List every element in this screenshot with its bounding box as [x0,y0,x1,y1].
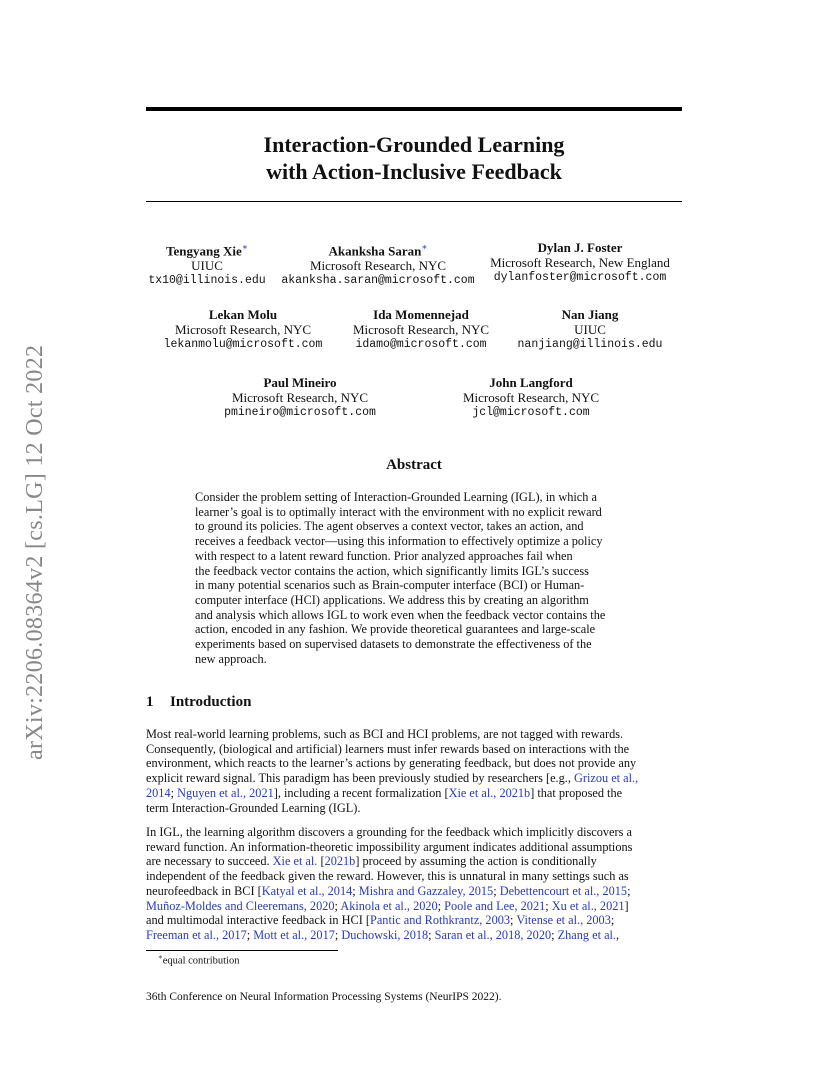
author-block [340,307,502,352]
text-span: ] that proposed the [530,785,623,800]
text-span: and multimodal interactive feedback in HCI [ [146,913,370,928]
equal-contribution-mark[interactable]: ∗ [421,242,428,252]
citation-link[interactable]: Saran et al., 2018, 2020 [434,927,552,942]
author-name: John Langford [489,375,573,390]
citation-link[interactable]: Grizou et al., [573,771,639,786]
footnote-mark: ∗ [158,953,163,961]
citation-link[interactable]: Zhang et al. [557,927,617,942]
text-span: ; [545,898,552,913]
author-email: nanjiang@illinois.edu [517,338,663,351]
text-span: ; [510,913,517,928]
abstract-line: computer interface (HCI) applications. We address this by creating an algorithm [195,592,589,607]
author-name: Paul Mineiro [263,375,337,390]
text-span: ; [428,927,435,942]
author-block [482,240,678,285]
text-line [146,854,682,869]
citation-link[interactable]: 2021b [324,854,356,869]
citation-link[interactable]: Debettencourt et al., 2015 [499,883,628,898]
conference-note: 36th Conference on Neural Information Processing Systems (NeurIPS 2022). [146,991,502,1003]
intro-paragraph-1 [146,727,682,815]
text-line: independent of the feedback given the reward. However, this is unnatural in many settings such as [146,869,629,884]
citation-link[interactable]: Duchowski, 2018 [341,927,429,942]
text-span: ; [493,883,500,898]
text-span: ; [437,898,445,913]
text-line: term Interaction-Grounded Learning (IGL). [146,800,361,815]
author-name: Lekan Molu [208,307,278,322]
section-number: 1 [146,694,154,710]
text-line [146,913,682,928]
citation-link[interactable]: Vitense et al., 2003 [516,913,611,928]
author-name: Akanksha Saran [328,243,422,259]
author-email: idamo@microsoft.com [355,338,487,351]
text-span: ; [170,785,178,800]
abstract-heading: Abstract [386,457,442,473]
abstract-line: learner’s goal is to optimally interact with the environment with no explicit reward [195,504,602,519]
footnote-text: equal contribution [162,955,240,967]
footnote [158,953,239,967]
text-span: ] [624,898,629,913]
section-title: Introduction [170,694,252,710]
citation-link[interactable]: Nguyen et al., 2021 [177,785,274,800]
text-span: ], including a recent formalization [ [273,785,449,800]
author-affiliation: Microsoft Research, NYC [309,258,447,274]
author-affiliation: Microsoft Research, NYC [231,390,369,405]
text-span: , [616,927,620,942]
author-name: Nan Jiang [561,307,619,322]
author-affiliation: Microsoft Research, NYC [462,390,600,405]
author-affiliation: Microsoft Research, NYC [174,322,312,337]
citation-link[interactable]: Pantic and Rothkrantz, 2003 [370,913,511,928]
author-block [160,307,326,352]
text-span: are necessary to succeed. [146,854,273,869]
title-line: with Action-Inclusive Feedback [266,159,562,184]
author-name: Dylan J. Foster [537,240,623,255]
footnote-rule [146,950,338,951]
arxiv-id: arXiv:2206.08364v2 [cs.LG] 12 Oct 2022 [22,344,48,760]
abstract-line: Consider the problem setting of Interaction-Grounded Learning (IGL), in which a [195,490,597,504]
text-line: environment, which reacts to the learner’s actions by generating feedback, but does not provide any [146,756,637,771]
abstract-line: experiments based on supervised datasets to demonstrate the effectiveness of the [195,637,592,652]
author-email: jcl@microsoft.com [472,406,590,419]
citation-link[interactable]: Muñoz-Moldes and Cleeremans, 2020 [146,898,335,913]
text-span: ; [246,927,254,942]
author-block [446,375,616,420]
author-name: Ida Momennejad [373,307,469,322]
citation-link[interactable]: 2014 [146,785,171,800]
author-email: akanksha.saran@microsoft.com [281,274,475,288]
text-line: Most real-world learning problems, such as BCI and HCI problems, are not tagged with rewards. [146,727,624,741]
author-affiliation: UIUC [574,322,606,337]
text-span: ; [334,927,342,942]
abstract-line: new approach. [195,651,267,666]
author-affiliation: Microsoft Research, NYC [352,322,490,337]
author-block [140,240,274,288]
author-block [280,240,476,288]
author-affiliation: Microsoft Research, New England [490,255,670,270]
text-line [146,884,682,899]
text-span: ; [334,898,341,913]
citation-link[interactable]: Xie et al., 2021b [448,785,531,800]
text-span: explicit reward signal. This paradigm has been previously studied by researchers [e.g., [146,771,574,786]
abstract-line: with respect to a latent reward function. Prior analyzed approaches fail when [195,548,573,563]
abstract-line: to ground its policies. The agent observes a context vector, takes an action, and [195,519,584,534]
text-span: neurofeedback in BCI [ [146,883,262,898]
citation-link[interactable]: Freeman et al., 2017 [146,927,247,942]
text-line: Consequently, (biological and artificial) learners must infer rewards based on interactions with the [146,741,630,756]
author-email: tx10@illinois.edu [148,274,266,288]
author-email: dylanfoster@microsoft.com [493,271,667,284]
text-span: ; [352,883,359,898]
text-line [146,771,682,786]
citation-link[interactable]: Poole and Lee, 2021 [444,898,546,913]
author-block [214,375,386,420]
text-line [146,786,682,801]
author-affiliation: UIUC [191,258,223,274]
paper-title [146,131,682,185]
abstract-line: in many potential scenarios such as Brain-computer interface (BCI) or Human- [195,578,585,593]
text-span: ; [627,883,631,898]
text-span: ; [551,927,558,942]
abstract-body [195,490,633,666]
text-line: reward function. An information-theoretic impossibility argument indicates additional assumptions [146,839,633,854]
abstract-line: and analysis which allows IGL to work even when the feedback vector contains the [195,607,606,622]
text-span: [ [317,854,325,869]
citation-link[interactable]: Xu et al., 2021 [551,898,625,913]
citation-link[interactable]: Mishra and Gazzaley, 2015 [358,883,494,898]
author-email: lekanmolu@microsoft.com [163,338,323,351]
text-line [146,928,682,943]
author-block [512,307,668,352]
equal-contribution-mark[interactable]: ∗ [241,242,248,252]
text-line: In IGL, the learning algorithm discovers a grounding for the feedback which implicitly discovers a [146,825,632,839]
title-line: Interaction-Grounded Learning [263,132,565,157]
title-bottom-rule [146,201,682,202]
author-name: Tengyang Xie [166,243,242,259]
intro-paragraph-2 [146,825,682,943]
abstract-line: the feedback vector contains the action, which significantly limits IGL’s success [195,563,589,578]
title-top-rule [146,107,682,111]
citation-link[interactable]: Mott et al., 2017 [253,927,335,942]
citation-link[interactable]: Xie et al. [272,854,318,869]
abstract-line: receives a feedback vector—using this information to effectively optimize a policy [195,534,603,549]
text-line [146,899,682,914]
author-email: pmineiro@microsoft.com [224,406,376,419]
citation-link[interactable]: Akinola et al., 2020 [340,898,438,913]
text-span: ; [610,913,615,928]
text-span: ] proceed by assuming the action is conditionally [355,854,597,869]
abstract-line: action, encoded in any fashion. We provide theoretical guarantees and large-scale [195,622,596,637]
section-heading [146,694,251,711]
citation-link[interactable]: Katyal et al., 2014 [261,883,353,898]
